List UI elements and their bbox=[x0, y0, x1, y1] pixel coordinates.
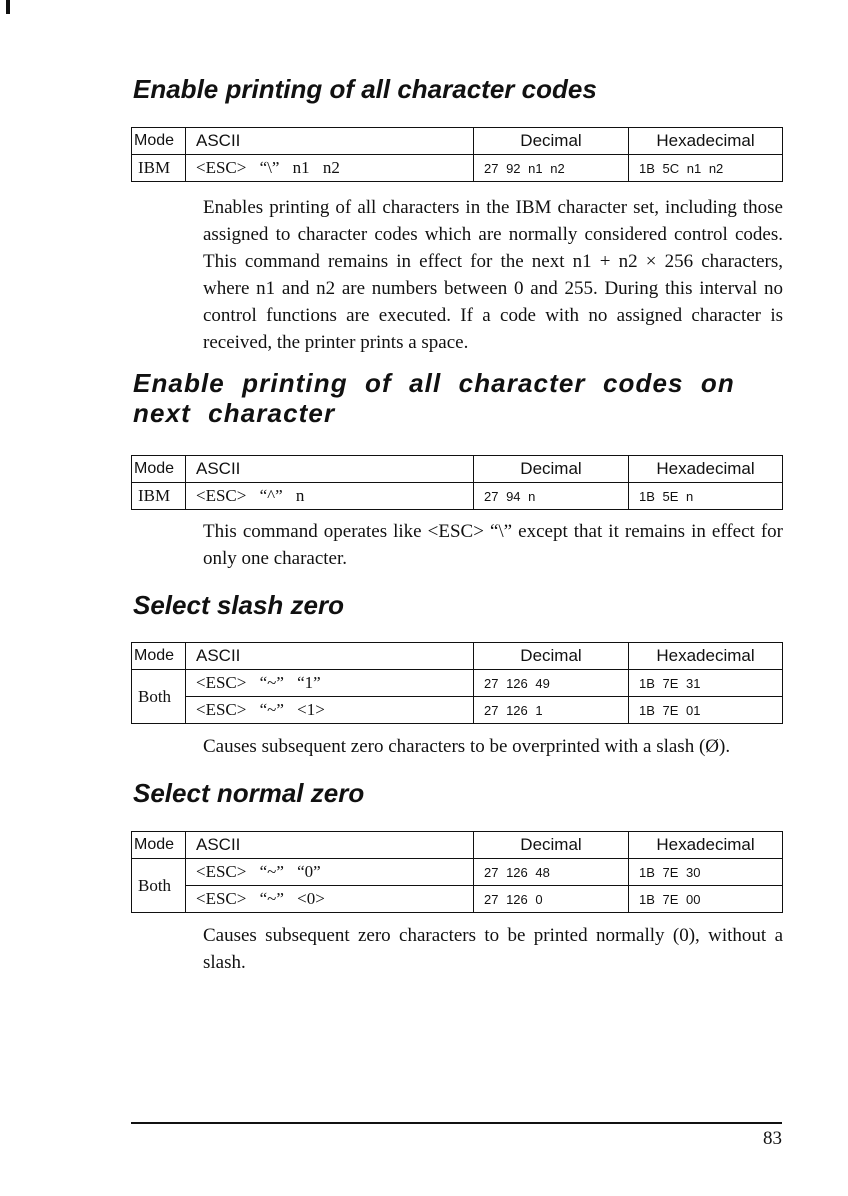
table-row bbox=[132, 483, 783, 510]
header-decimal: Decimal bbox=[474, 128, 629, 155]
section-description: This command operates like <ESC> “\” except that it remains in effect for only one character. bbox=[203, 521, 783, 569]
mode-cell: Both bbox=[132, 859, 186, 913]
hex-cell: 1B 7E 31 bbox=[629, 670, 783, 697]
section-description: Causes subsequent zero characters to be printed normally (0), without a slash. bbox=[203, 925, 783, 973]
mode-cell: Both bbox=[132, 670, 186, 724]
decimal-cell: 27 126 0 bbox=[474, 886, 629, 913]
hex-cell: 1B 5C n1 n2 bbox=[629, 155, 783, 182]
corner-mark bbox=[6, 0, 10, 14]
table-row bbox=[132, 670, 783, 697]
table-header-row bbox=[132, 832, 783, 859]
hex-cell: 1B 5E n bbox=[629, 483, 783, 510]
table-header-row bbox=[132, 456, 783, 483]
decimal-cell: 27 92 n1 n2 bbox=[474, 155, 629, 182]
header-hex: Hexadecimal bbox=[629, 128, 783, 155]
ascii-cell: <ESC> “~” “0” bbox=[186, 859, 474, 886]
section-description: Causes subsequent zero characters to be overprinted with a slash (Ø). bbox=[203, 736, 731, 757]
table-row bbox=[132, 697, 783, 724]
header-decimal: Decimal bbox=[474, 643, 629, 670]
header-ascii: ASCII bbox=[186, 832, 474, 859]
section-title-enable-next-char: Enable printing of all character codes on next character bbox=[133, 368, 735, 428]
footer-rule bbox=[131, 1122, 782, 1124]
ascii-cell: <ESC> “~” <0> bbox=[186, 886, 474, 913]
section-title-slash-zero: Select slash zero bbox=[133, 590, 344, 620]
header-decimal: Decimal bbox=[474, 456, 629, 483]
decimal-cell: 27 126 1 bbox=[474, 697, 629, 724]
section-description: Enables printing of all characters in the IBM character set, including those assigned to character codes which are normally considered control codes. This command remains in effect for the next n1 + n2 × 256 characters, where n1 and n2 are numbers between 0 and 255. During this interval no control functions are executed. If a code with no assigned character is received, the printer prints a space. bbox=[203, 197, 783, 353]
table-row bbox=[132, 859, 783, 886]
command-table-normal-zero bbox=[131, 831, 783, 913]
hex-cell: 1B 7E 30 bbox=[629, 859, 783, 886]
header-ascii: ASCII bbox=[186, 128, 474, 155]
ascii-cell: <ESC> “~” “1” bbox=[186, 670, 474, 697]
header-hex: Hexadecimal bbox=[629, 832, 783, 859]
table-row bbox=[132, 886, 783, 913]
section-title-normal-zero: Select normal zero bbox=[133, 778, 365, 808]
command-table-slash-zero bbox=[131, 642, 783, 724]
ascii-cell: <ESC> “\” n1 n2 bbox=[186, 155, 474, 182]
hex-cell: 1B 7E 00 bbox=[629, 886, 783, 913]
ascii-cell: <ESC> “~” <1> bbox=[186, 697, 474, 724]
command-table-enable-all-codes bbox=[131, 127, 783, 182]
header-mode: Mode bbox=[132, 832, 186, 859]
table-header-row bbox=[132, 128, 783, 155]
decimal-cell: 27 126 48 bbox=[474, 859, 629, 886]
command-table-enable-next-char bbox=[131, 455, 783, 510]
table-row bbox=[132, 155, 783, 182]
ascii-cell: <ESC> “^” n bbox=[186, 483, 474, 510]
header-ascii: ASCII bbox=[186, 456, 474, 483]
header-mode: Mode bbox=[132, 456, 186, 483]
header-mode: Mode bbox=[132, 128, 186, 155]
page-number: 83 bbox=[763, 1128, 782, 1149]
decimal-cell: 27 94 n bbox=[474, 483, 629, 510]
hex-cell: 1B 7E 01 bbox=[629, 697, 783, 724]
header-mode: Mode bbox=[132, 643, 186, 670]
header-hex: Hexadecimal bbox=[629, 643, 783, 670]
mode-cell: IBM bbox=[132, 155, 186, 182]
header-hex: Hexadecimal bbox=[629, 456, 783, 483]
mode-cell: IBM bbox=[132, 483, 186, 510]
header-ascii: ASCII bbox=[186, 643, 474, 670]
decimal-cell: 27 126 49 bbox=[474, 670, 629, 697]
header-decimal: Decimal bbox=[474, 832, 629, 859]
section-title-enable-all-codes: Enable printing of all character codes bbox=[133, 74, 597, 104]
table-header-row bbox=[132, 643, 783, 670]
